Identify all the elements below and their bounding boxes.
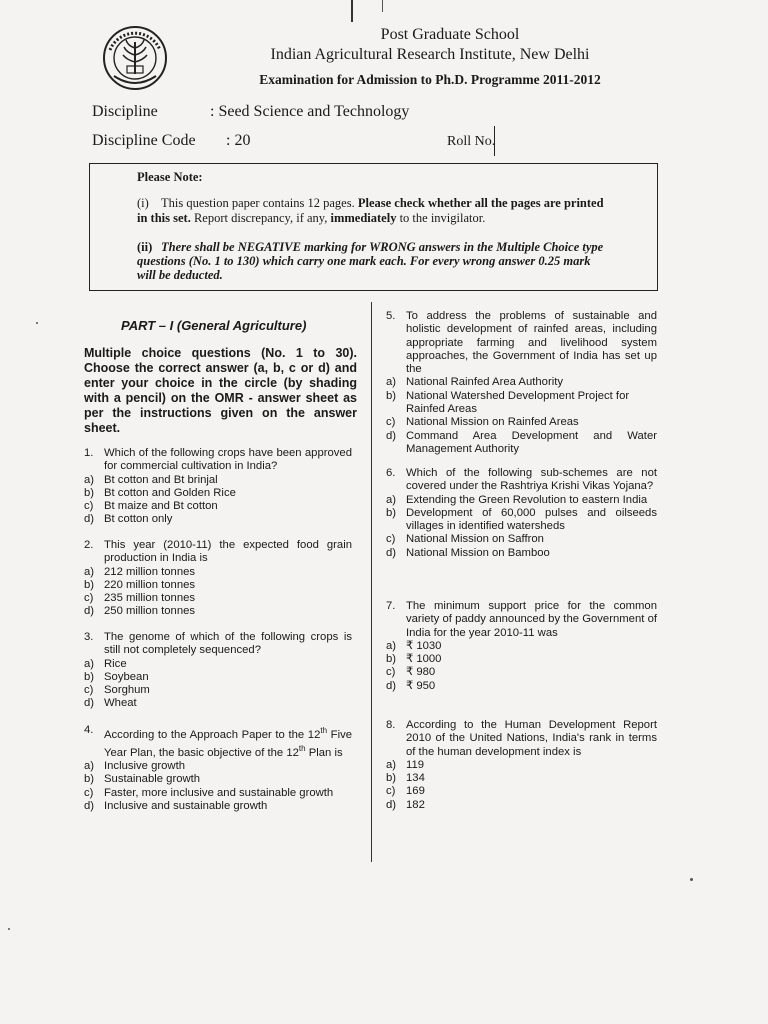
option-b[interactable] bbox=[386, 507, 657, 534]
option-text: Bt maize and Bt cotton bbox=[104, 500, 218, 513]
question-number: 3. bbox=[84, 631, 94, 643]
option-c[interactable] bbox=[386, 785, 657, 798]
option-text: ₹ 1000 bbox=[406, 653, 442, 666]
note-item-1-text-3: to the invigilator. bbox=[399, 211, 486, 225]
note-item-1-text: This question paper contains 12 pages. bbox=[161, 196, 355, 210]
question-8 bbox=[386, 719, 657, 812]
option-text: Bt cotton only bbox=[104, 513, 173, 526]
question-stem: Which of the following crops have been approved for commercial cultivation in India? bbox=[104, 447, 352, 473]
option-letter: b) bbox=[386, 389, 397, 402]
question-stem-part: Five Year Plan, the basic objective of the 12 bbox=[104, 728, 353, 759]
part-title: PART – I (General Agriculture) bbox=[121, 318, 307, 333]
question-stem: This year (2010-11) the expected food grain production in India is bbox=[104, 539, 352, 565]
question-stem-part: Plan is bbox=[305, 746, 343, 759]
question-number: 2. bbox=[84, 539, 94, 551]
roll-number-label: Roll No. bbox=[447, 134, 496, 149]
option-c[interactable] bbox=[386, 533, 657, 546]
question-stem: To address the problems of sustainable and holistic development of rainfed areas, including appropriate farming and livelihood system approaches, the Government of India has set up the bbox=[406, 310, 657, 376]
option-letter: a) bbox=[386, 639, 397, 652]
option-letter: d) bbox=[84, 513, 95, 526]
option-letter: d) bbox=[84, 605, 95, 618]
option-letter: d) bbox=[386, 429, 397, 442]
option-text: Bt cotton and Golden Rice bbox=[104, 486, 236, 499]
option-text: 235 million tonnes bbox=[104, 592, 196, 605]
exam-title: Examination for Admission to Ph.D. Programme 2011-2012 bbox=[259, 72, 601, 87]
option-d[interactable] bbox=[84, 800, 352, 813]
school-name: Post Graduate School bbox=[380, 26, 520, 43]
option-d[interactable] bbox=[84, 605, 352, 618]
option-letter: b) bbox=[84, 486, 95, 499]
option-b[interactable] bbox=[84, 671, 352, 684]
note-item-1-emphasis: Please check whether all the pages are printed in this set. bbox=[137, 196, 604, 225]
option-letter: c) bbox=[386, 416, 396, 429]
option-text: Sorghum bbox=[104, 684, 150, 697]
note-item-1-number: (i) bbox=[137, 196, 149, 210]
option-letter: a) bbox=[84, 760, 95, 773]
option-text: National Mission on Saffron bbox=[406, 533, 544, 546]
roll-number-field[interactable] bbox=[494, 126, 497, 156]
option-text: 182 bbox=[406, 798, 425, 811]
option-text: Development of 60,000 pulses and oilseeds villages in identified watersheds bbox=[406, 506, 657, 533]
option-b[interactable] bbox=[386, 772, 657, 785]
question-7 bbox=[386, 600, 657, 693]
option-text: 134 bbox=[406, 772, 425, 785]
option-letter: c) bbox=[84, 592, 94, 605]
scan-speck bbox=[690, 878, 693, 881]
note-item-2 bbox=[137, 240, 607, 282]
discipline-value: : Seed Science and Technology bbox=[210, 103, 410, 120]
option-letter: b) bbox=[84, 578, 95, 591]
option-text: Faster, more inclusive and sustainable growth bbox=[104, 786, 334, 799]
option-letter: c) bbox=[386, 785, 396, 798]
option-letter: a) bbox=[386, 376, 397, 389]
option-text: Wheat bbox=[104, 697, 137, 710]
option-a[interactable] bbox=[84, 474, 352, 487]
option-b[interactable] bbox=[386, 390, 657, 417]
note-item-1-text-2: Report discrepancy, if any, bbox=[193, 211, 328, 225]
option-letter: a) bbox=[84, 565, 95, 578]
option-c[interactable] bbox=[386, 666, 657, 679]
option-d[interactable] bbox=[84, 697, 352, 710]
option-text: Inclusive growth bbox=[104, 760, 185, 773]
question-4 bbox=[84, 724, 352, 813]
question-number: 7. bbox=[386, 600, 396, 612]
option-d[interactable] bbox=[386, 680, 657, 693]
option-text: ₹ 980 bbox=[406, 666, 436, 679]
discipline-code-label: Discipline Code bbox=[92, 132, 196, 149]
scan-mark bbox=[351, 0, 353, 22]
option-text: National Watershed Development Project for Rainfed Areas bbox=[406, 389, 630, 416]
discipline-code-value: : 20 bbox=[226, 132, 251, 149]
option-text: Rice bbox=[104, 657, 127, 670]
option-letter: d) bbox=[84, 697, 95, 710]
part-instructions: Multiple choice questions (No. 1 to 30). Choose the correct answer (a, b, c or d) and enter your choice in the circle (by shading with a pencil) on the OMR - answer sheet as per the instructions given on the answer sheet. bbox=[84, 346, 357, 435]
option-a[interactable] bbox=[84, 566, 352, 579]
option-b[interactable] bbox=[84, 773, 352, 786]
question-5 bbox=[386, 310, 657, 456]
note-item-2-number: (ii) bbox=[137, 240, 153, 254]
option-a[interactable] bbox=[84, 658, 352, 671]
scan-mark bbox=[382, 0, 383, 12]
question-stem: The minimum support price for the common variety of paddy announced by the Government of India for the year 2010-11 was bbox=[406, 600, 657, 639]
option-d[interactable] bbox=[386, 547, 657, 560]
option-text: Inclusive and sustainable growth bbox=[104, 800, 268, 813]
option-text: 250 million tonnes bbox=[104, 605, 196, 618]
option-letter: d) bbox=[386, 798, 397, 811]
option-text: 169 bbox=[406, 785, 425, 798]
option-c[interactable] bbox=[84, 787, 352, 800]
scan-speck bbox=[8, 928, 10, 930]
note-item-1 bbox=[137, 196, 607, 226]
question-stem: The genome of which of the following crops is still not completely sequenced? bbox=[104, 631, 352, 657]
option-text: National Rainfed Area Authority bbox=[406, 376, 563, 389]
option-letter: b) bbox=[386, 653, 397, 666]
option-c[interactable] bbox=[84, 500, 352, 513]
option-a[interactable] bbox=[386, 494, 657, 507]
option-letter: c) bbox=[84, 500, 94, 513]
option-text: 119 bbox=[406, 758, 425, 771]
option-letter: b) bbox=[84, 773, 95, 786]
option-letter: a) bbox=[84, 657, 95, 670]
option-text: ₹ 950 bbox=[406, 679, 436, 692]
option-text: Extending the Green Revolution to eastern India bbox=[406, 493, 648, 506]
option-letter: a) bbox=[386, 758, 397, 771]
option-letter: d) bbox=[386, 546, 397, 559]
question-number: 5. bbox=[386, 310, 396, 322]
option-a[interactable] bbox=[84, 760, 352, 773]
option-b[interactable] bbox=[84, 579, 352, 592]
option-c[interactable] bbox=[84, 592, 352, 605]
option-text: National Mission on Bamboo bbox=[406, 546, 550, 559]
option-letter: d) bbox=[386, 679, 397, 692]
option-text: Soybean bbox=[104, 670, 149, 683]
option-b[interactable] bbox=[84, 487, 352, 500]
superscript: th bbox=[298, 744, 306, 754]
option-text: ₹ 1030 bbox=[406, 639, 442, 652]
option-b[interactable] bbox=[386, 653, 657, 666]
option-text: 212 million tonnes bbox=[104, 565, 196, 578]
superscript: th bbox=[320, 726, 328, 735]
question-stem: Which of the following sub-schemes are not covered under the Rashtriya Krishi Vikas Yojana? bbox=[406, 467, 657, 493]
option-text: Command Area Development and Water Management Authority bbox=[406, 429, 657, 455]
option-letter: c) bbox=[84, 786, 94, 799]
question-number: 4. bbox=[84, 724, 94, 736]
note-item-2-text: There shall be NEGATIVE marking for WRONG answers in the Multiple Choice type questions (No. 1 to 130) which carry one mark each. For every wrong answer 0.25 mark will be deducted. bbox=[137, 240, 604, 282]
question-number: 6. bbox=[386, 467, 396, 479]
option-letter: d) bbox=[84, 800, 95, 813]
scan-speck bbox=[36, 322, 38, 324]
question-stem-part: According to the Approach Paper to the 12 bbox=[104, 728, 321, 741]
option-a[interactable] bbox=[386, 640, 657, 653]
option-letter: c) bbox=[84, 684, 94, 697]
question-number: 8. bbox=[386, 719, 396, 731]
option-text: Sustainable growth bbox=[104, 773, 201, 786]
option-letter: b) bbox=[84, 670, 95, 683]
column-divider bbox=[371, 302, 372, 862]
question-1 bbox=[84, 447, 352, 527]
option-a[interactable] bbox=[386, 759, 657, 772]
option-letter: a) bbox=[386, 493, 397, 506]
note-item-1-emphasis-2: immediately bbox=[330, 211, 397, 225]
option-letter: c) bbox=[386, 533, 396, 546]
question-3 bbox=[84, 631, 352, 711]
question-stem bbox=[104, 724, 352, 760]
discipline-label: Discipline bbox=[92, 103, 158, 120]
option-letter: c) bbox=[386, 666, 396, 679]
option-d[interactable] bbox=[386, 430, 657, 457]
option-letter: b) bbox=[386, 772, 397, 785]
option-d[interactable] bbox=[386, 799, 657, 812]
question-number: 1. bbox=[84, 447, 94, 459]
question-6 bbox=[386, 467, 657, 560]
option-text: 220 million tonnes bbox=[104, 578, 196, 591]
option-a[interactable] bbox=[386, 376, 657, 389]
question-stem: According to the Human Development Report 2010 of the United Nations, India's rank in terms of the human development index is bbox=[406, 719, 657, 758]
note-title: Please Note: bbox=[137, 170, 203, 184]
option-letter: a) bbox=[84, 473, 95, 486]
option-text: Bt cotton and Bt brinjal bbox=[104, 473, 218, 486]
option-d[interactable] bbox=[84, 513, 352, 526]
option-text: National Mission on Rainfed Areas bbox=[406, 416, 579, 429]
institute-name: Indian Agricultural Research Institute, New Delhi bbox=[270, 46, 590, 63]
option-c[interactable] bbox=[386, 416, 657, 429]
option-c[interactable] bbox=[84, 684, 352, 697]
question-2 bbox=[84, 539, 352, 619]
option-letter: b) bbox=[386, 506, 397, 519]
